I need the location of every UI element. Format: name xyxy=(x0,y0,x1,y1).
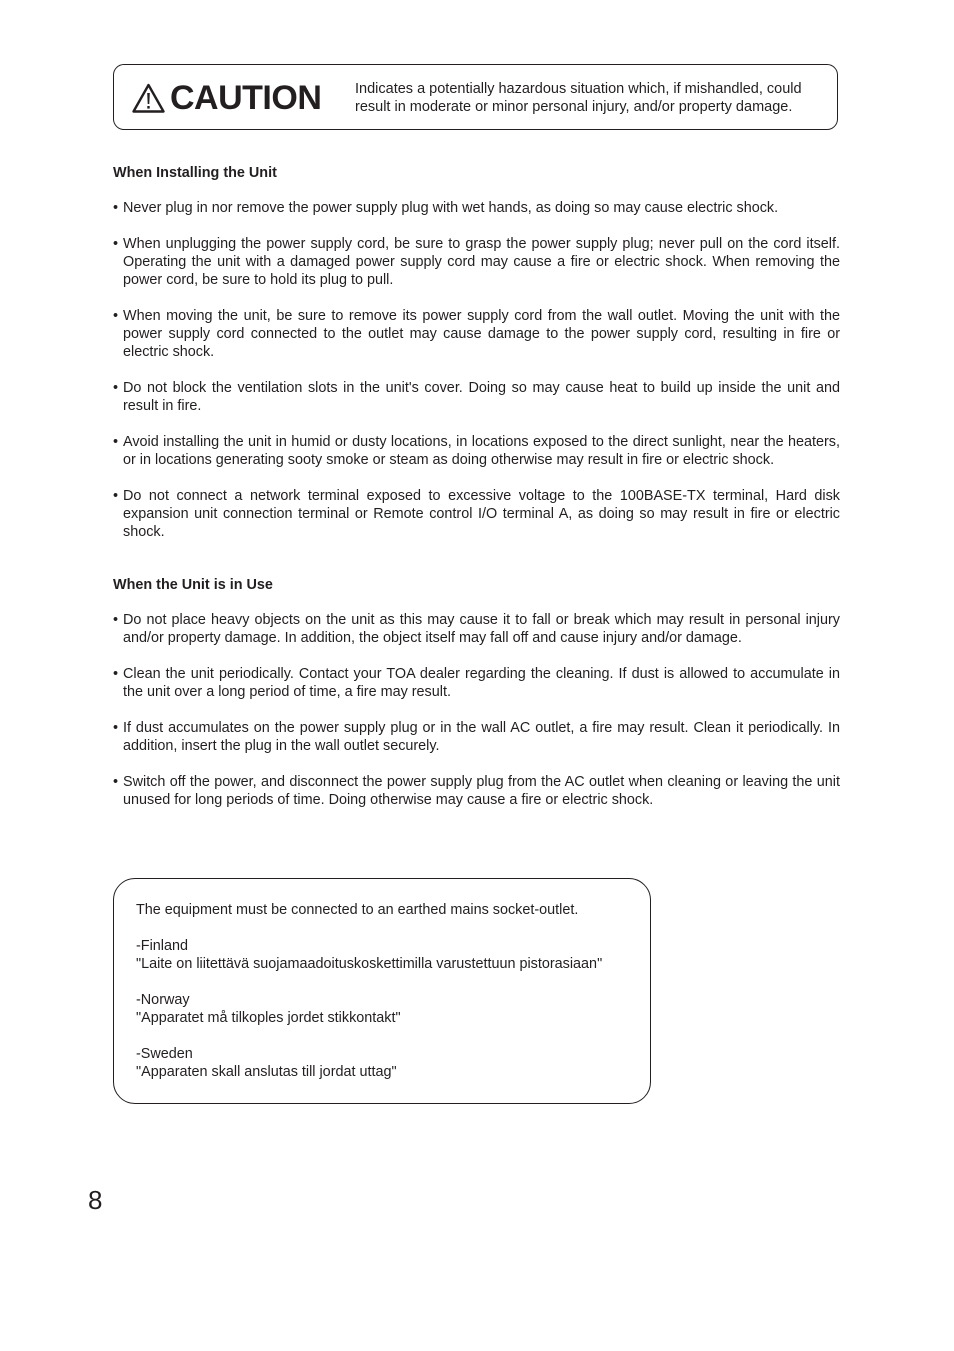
caution-heading xyxy=(132,79,321,117)
norway-label: -Norway xyxy=(136,992,190,1008)
list-item: • Do not place heavy objects on the unit as this may cause it to fall or break which may result in personal injury and/or property damage. In addition, the object itself may fall off and cause injury and/or damage. xyxy=(113,611,840,647)
list-item: • When unplugging the power supply cord, be sure to grasp the power supply plug; never pull on the cord itself. Operating the unit with a damaged power supply cord may cause a fire or electric shock. When removing the power cord, be sure to hold its plug to pull. xyxy=(113,235,840,289)
section-heading-in-use: When the Unit is in Use xyxy=(113,577,273,593)
caution-content xyxy=(113,164,840,827)
list-item: • If dust accumulates on the power supply plug or in the wall AC outlet, a fire may result. Clean it periodically. In addition, insert the plug in the wall outlet securely. xyxy=(113,719,840,755)
in-use-section xyxy=(113,576,840,809)
in-use-list xyxy=(113,611,840,809)
list-item: • Switch off the power, and disconnect the power supply plug from the AC outlet when cleaning or leaving the unit unused for long periods of time. Doing otherwise may cause a fire or electric shock. xyxy=(113,773,840,809)
list-item: • Do not connect a network terminal exposed to excessive voltage to the 100BASE-TX terminal, Hard disk expansion unit connection terminal or Remote control I/O terminal A, as doing so may result in fire or electric shock. xyxy=(113,487,840,541)
finland-text: "Laite on liitettävä suojamaadoituskoskettimilla varustettuun pistorasiaan" xyxy=(136,956,603,972)
caution-description xyxy=(355,80,825,116)
sweden-text: "Apparaten skall anslutas till jordat uttag" xyxy=(136,1064,397,1080)
sweden-label: -Sweden xyxy=(136,1046,193,1062)
earthing-notice-content xyxy=(136,901,602,1081)
installing-list xyxy=(113,199,840,541)
page-number: 8 xyxy=(88,1185,103,1215)
earthing-notice-box xyxy=(113,878,651,1104)
caution-label: CAUTION xyxy=(170,79,322,117)
caution-banner xyxy=(113,64,838,130)
section-heading-installing: When Installing the Unit xyxy=(113,165,277,181)
finland-label: -Finland xyxy=(136,938,188,954)
list-item: • Do not block the ventilation slots in the unit's cover. Doing so may cause heat to build up inside the unit and result in fire. xyxy=(113,379,840,415)
earthing-intro: The equipment must be connected to an earthed mains socket-outlet. xyxy=(136,902,579,918)
caution-description-line-1: Indicates a potentially hazardous situation which, if mishandled, could xyxy=(355,81,802,97)
norway-text: "Apparatet må tilkoples jordet stikkontakt" xyxy=(136,1010,401,1026)
warning-triangle-icon xyxy=(132,83,165,113)
list-item: • Never plug in nor remove the power supply plug with wet hands, as doing so may cause electric shock. xyxy=(113,199,840,217)
list-item: • Clean the unit periodically. Contact your TOA dealer regarding the cleaning. If dust is allowed to accumulate in the unit over a long period of time, a fire may result. xyxy=(113,665,840,701)
installing-section xyxy=(113,164,840,541)
caution-description-line-2: result in moderate or minor personal injury, and/or property damage. xyxy=(355,99,793,115)
list-item: • When moving the unit, be sure to remove its power supply cord from the wall outlet. Moving the unit with the power supply cord connected to the outlet may cause damage to the power supply cord, resulting in fire or electric shock. xyxy=(113,307,840,361)
list-item: • Avoid installing the unit in humid or dusty locations, in locations exposed to the direct sunlight, near the heaters, or in locations generating sooty smoke or steam as doing otherwise may result in fire or electric shock. xyxy=(113,433,840,469)
